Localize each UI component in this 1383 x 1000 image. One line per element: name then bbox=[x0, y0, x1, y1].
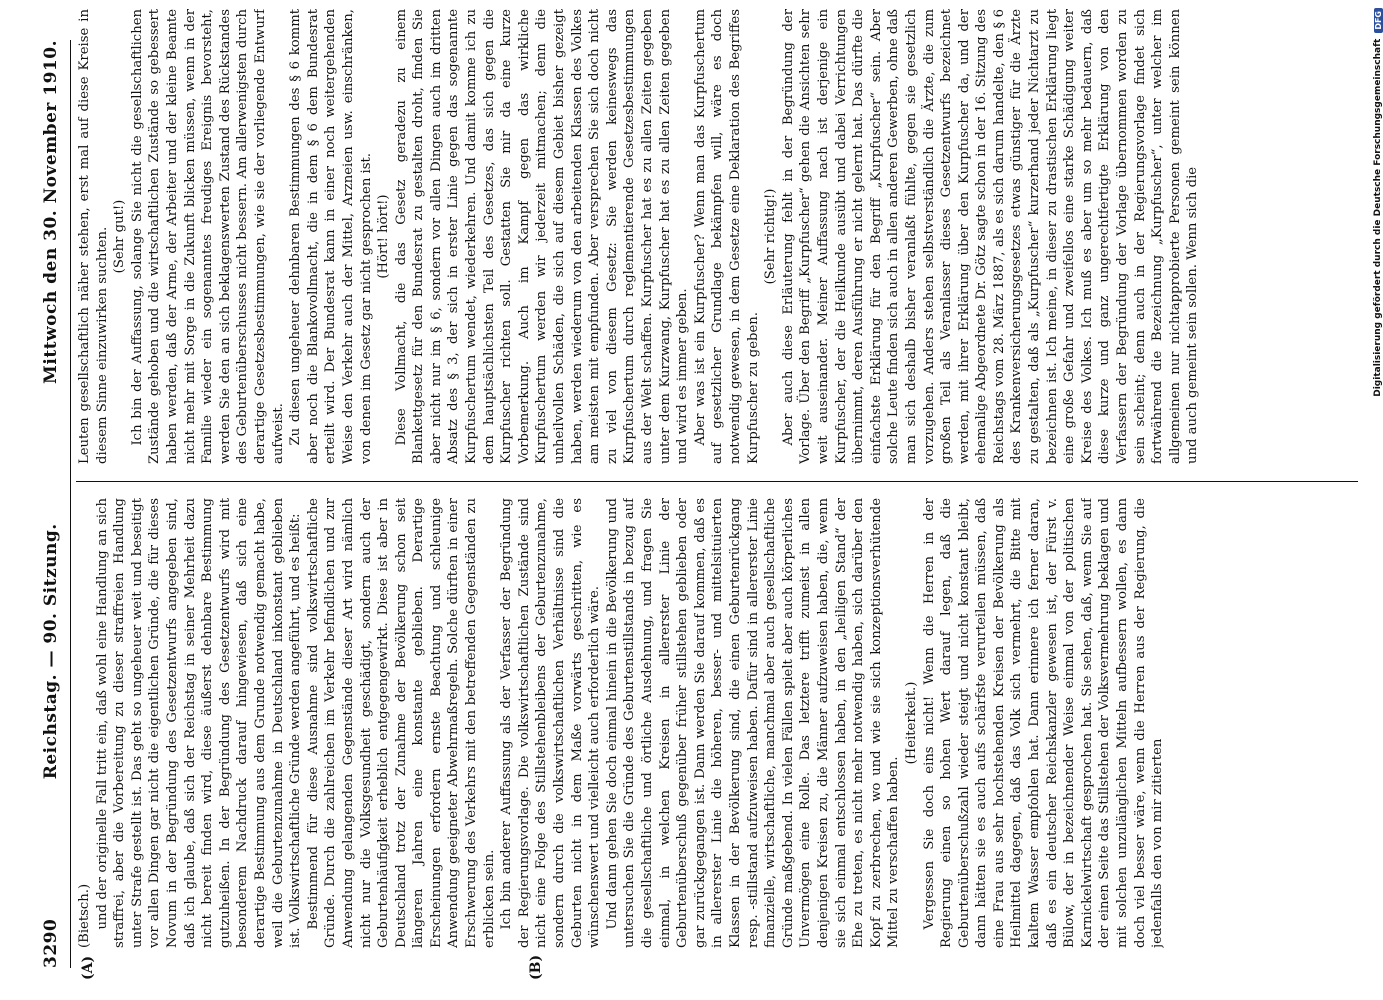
paragraph: Und dann gehen Sie doch einmal hinein in die Bevölkerung und untersuchen Sie die Gründe des Geburtenstillstands in bezug auf die gesellschaftliche und örtliche Ausdehnung, und fragen Sie einmal, in welchen Kreisen in allererster Linie der Geburtenüberschuß gegenüber früher stillstehen geblieben oder gar zurückgegangen ist. Dann werden Sie darauf kommen, daß es in allererster Linie die höheren, besser- und mittelsituierten Klassen in der Bevölkerung sind, die einen Geburtenrückgang resp. -stillstand aufzuweisen haben. Dafür sind in allererster Linie finanzielle, wirtschaftliche, manchmal aber auch gesellschaftliche Gründe maßgebend. In vielen Fällen spielt aber auch körperliches Unvermögen eine Rolle. Das letztere trifft zumeist in allen denjenigen Kreisen zu, die Männer aufzuweisen haben, die, wenn sie sich einmal entschlossen haben, in den „heiligen Stand“ der Ehe zu treten, es nicht mehr notwendig haben, sich darüber den Kopf zu zerbrechen, wo und wie sie sich konzeptionsverhütende Mittel zu verschaffen haben. bbox=[604, 498, 902, 948]
interjection: (Sehr gut!) bbox=[112, 199, 128, 274]
paragraph: Bestimmend für diese Ausnahme sind volkswirtschaftliche Gründe. Durch die zahlreichen im Verkehr befindlichen und zur Anwendung gelangenden Gegenstände dieser Art wird nämlich nicht nur die Volksgesundheit geschädigt, sondern auch der Geburtenhäufigkeit erheblich entgegengewirkt. Diese ist aber in Deutschland trotz der Zunahme der Bevölkerung schon seit längeren Jahren eine konstante geblieben. Derartige Erscheinungen erfordern ernste Beachtung und schleunige Anwendung geeigneter Abwehrmaßregeln. Solche dürften in einer Erschwerung des Verkehrs mit den betreffenden Gegenständen zu erblicken sein. bbox=[305, 498, 497, 948]
left-column bbox=[76, 498, 1360, 948]
paragraph: und der originelle Fall tritt ein, daß wohl eine Handlung an sich straffrei, aber die Vorbereitung zu dieser straffreien Handlung unter Strafe gestellt ist. Das geht so ungeheuer weit und beseitigt vor allen Dingen gar nicht die eigentlichen Gründe, die für dieses Novum in der Begründung des Gesetzentwurfs angegeben sind, daß ich glaube, daß sich der Reichstag in seiner Mehrheit dazu nicht bereit finden wird, diese äußerst dehnbare Bestimmung gutzuheißen. In der Begründung des Gesetzentwurfs wird mit besonderem Nachdruck darauf hingewiesen, daß sich eine derartige Bestimmung aus dem Grunde notwendig gemacht habe, weil die Geburtenzunahme in Deutschland inkonstant geblieben ist. Volkswirtschaftliche Gründe werden angeführt, und es heißt: bbox=[94, 498, 304, 948]
column-divider bbox=[76, 481, 1358, 482]
margin-mark-c bbox=[76, 0, 92, 1]
right-column bbox=[76, 9, 1360, 464]
margin-mark-d bbox=[528, 0, 544, 1]
margin-mark-a: (A) bbox=[80, 955, 96, 980]
interjection: (Sehr richtig!) bbox=[763, 188, 779, 285]
funding-note bbox=[1372, 8, 1383, 992]
rotated-document-page bbox=[30, 0, 1370, 1000]
page-number: 3290 bbox=[41, 918, 61, 968]
paragraph: Ich bin der Auffassung, solange Sie nicht die gesellschaftlichen Zustände gehoben und die wirtschaftlichen Zustände so gebessert haben werden, daß der Arme, der Arbeiter und der kleine Beamte nicht mehr mit Sorge in die Zukunft blicken müssen, wenn in der Familie wieder ein sogenanntes freudiges Ereignis bevorsteht, werden Sie den an sich beklagenswerten Zustand des Rückstandes des Geburtenüberschusses nicht bessern. Am allerwenigsten durch derartige Gesetzesbestimmungen, wie sie der vorliegende Entwurf aufweist. bbox=[129, 9, 286, 464]
speaker-name: (Bietsch.) bbox=[77, 883, 92, 948]
side-note bbox=[1372, 8, 1383, 992]
page-header bbox=[36, 40, 66, 968]
paragraph: Diese Vollmacht, die das Gesetz geradezu zu einem Blankettgesetz für den Bundesrat zu gestalten droht, finden Sie aber nicht nur im § 6, sondern vor allen Dingen auch im dritten Absatz des § 3, der sich in erster Linie gegen das sogenannte Kurpfuschertum wendet, wiederkehren. Und damit komme ich zu dem hauptsächlichsten Teil des Gesetzes, das sich gegen die Kurpfuscher richten soll. Gestatten Sie mir da eine kurze Vorbemerkung. Auch im Kampf gegen das wirkliche Kurpfuschertum werden wir jederzeit mitmachen; denn die unheilvollen Schäden, die sich auf diesem Gebiet bisher gezeigt haben, werden wiederum von den arbeitenden Klassen des Volkes am meisten mit empfunden. Aber versprechen Sie sich doch nicht zu viel von diesem Gesetz: Sie werden keineswegs das Kurpfuschertum durch reglementierende Gesetzesbestimmungen aus der Welt schaffen. Kurpfuscher hat es zu allen Zeiten gegeben unter dem Kurzwang, Kurpfuscher hat es zu allen Zeiten gegeben und wird es immer geben. bbox=[393, 9, 691, 464]
margin-mark-b: (B) bbox=[528, 954, 544, 980]
paragraph: Aber was ist ein Kurpfuscher? Wenn man das Kurpfuschertum auf gesetzlicher Grundlage bekämpfen will, wäre es doch notwendig gewesen, in dem Gesetze eine Deklaration des Begriffes Kurpfuscher zu geben. bbox=[692, 9, 761, 464]
header-date: Mittwoch den 30. November 1910. bbox=[41, 40, 61, 384]
paragraph: Aber auch diese Erläuterung fehlt in der Begründung der Vorlage. Über den Begriff „Kurpfuscher“ gehen die Ansichten sehr weit auseinander. Meiner Auffassung nach ist derjenige ein Kurpfuscher, der die Heilkunde ausübt und dabei Verrichtungen übernimmt, deren Ausführung er nicht gelernt hat. Das dürfte die einfachste Erklärung für den Begriff „Kurpfuscher“ sein. Aber solche Leute finden sich auch in allen anderen Gewerben, ohne daß man sich deshalb bisher veranlaßt fühlte, gegen sie gesetzlich vorzugehen. Anders stehen selbstverständlich die Ärzte, die zum großen Teil als Veranlasser dieses Gesetzentwurfs bezeichnet werden, mit ihrer Erklärung über den Kurpfuscher da, und der ehemalige Abgeordnete Dr. Götz sagte schon in der 16. Sitzung des Reichstags vom 28. März 1887, als es sich darum handelte, den § 6 des Krankenversicherungsgesetzes etwas günstiger für die Ärzte zu gestalten, daß als „Kurpfuscher“ kurzerhand jeder Nichtarzt zu bezeichnen ist. Ich meine, in dieser zu drastischen Erklärung liegt eine große Gefahr und zweifellos eine starke Schädigung weiter Kreise des Volkes. Ich muß es aber um so mehr bedauern, daß diese kurze und ganz ungerechtfertigte Erklärung von den Verfassern der Begründung der Vorlage übernommen worden zu sein scheint; denn auch in der Regierungsvorlage findet sich fortwährend die Bezeichnung „Kurpfuscher“, unter welcher im allgemeinen nur nichtapprobierte Personen gemeint sein können und auch gemeint sein sollen. Wenn sich die bbox=[780, 9, 1201, 464]
header-rule bbox=[70, 40, 71, 968]
interjection: (Hört! hört!) bbox=[376, 194, 392, 279]
header-session: Reichstag. — 90. Sitzung. bbox=[41, 523, 61, 780]
funding-text: Digitalisierung gefördert durch die Deutsche Forschungsgemeinschaft bbox=[1373, 38, 1383, 397]
dfg-logo: DFG bbox=[1374, 8, 1383, 33]
interjection: (Heiterkeit.) bbox=[903, 681, 919, 765]
paragraph: Vergessen Sie doch eins nicht! Wenn die Herren in der Regierung einen so hohen Wert darauf legen, daß die Geburtenüberschußzahl wieder steigt und nicht konstant bleibt, dann hätten sie es auch aufs schärfste verurteilen müssen, daß eine Frau aus sehr hochstehenden Kreisen der Bevölkerung als Heilmittel dagegen, daß das Volk sich vermehrt, die Bitte mit kaltem Wasser empfohlen hat. Dann erinnere ich ferner daran, daß es ein deutscher Reichskanzler gewesen ist, der Fürst v. Bülow, der in bezeichnender Weise einmal von der politischen Karnickelwirtschaft gesprochen hat. Sie sehen, daß, wenn Sie auf der einen Seite das Stillstehen der Volksvermehrung beklagen und mit solchen unzulänglichen Mitteln aufbessern wollen, es dann doch viel besser wäre, wenn die Herren aus der Regierung, die jedenfalls den von mir zitierten bbox=[921, 498, 1166, 948]
paragraph: Leuten gesellschaftlich näher stehen, erst mal auf diese Kreise in diesem Sinne einzuwirken suchten. bbox=[77, 9, 110, 464]
paragraph: Zu diesen ungeheuer dehnbaren Bestimmungen des § 6 kommt aber noch die Blankovollmacht, die in dem § 6 dem Bundesrat erteilt wird. Der Bundesrat kann in einer noch weitergehenden Weise den Verkehr auch der Mittel, Arzneien usw. einschränken, von denen im Gesetz gar nicht gesprochen ist. bbox=[288, 9, 374, 464]
paragraph: Ich bin anderer Auffassung als der Verfasser der Begründung der Regierungsvorlage. Die volkswirtschaftlichen Zustände sind nicht eine Folge des Stillstehenbleibens der Geburtenzunahme, sondern durch die volkswirtschaftlichen Verhältnisse sind die Geburten nicht in dem Maße vorwärts geschritten, wie es wünschenswert und vielleicht auch erforderlich wäre. bbox=[499, 498, 603, 948]
